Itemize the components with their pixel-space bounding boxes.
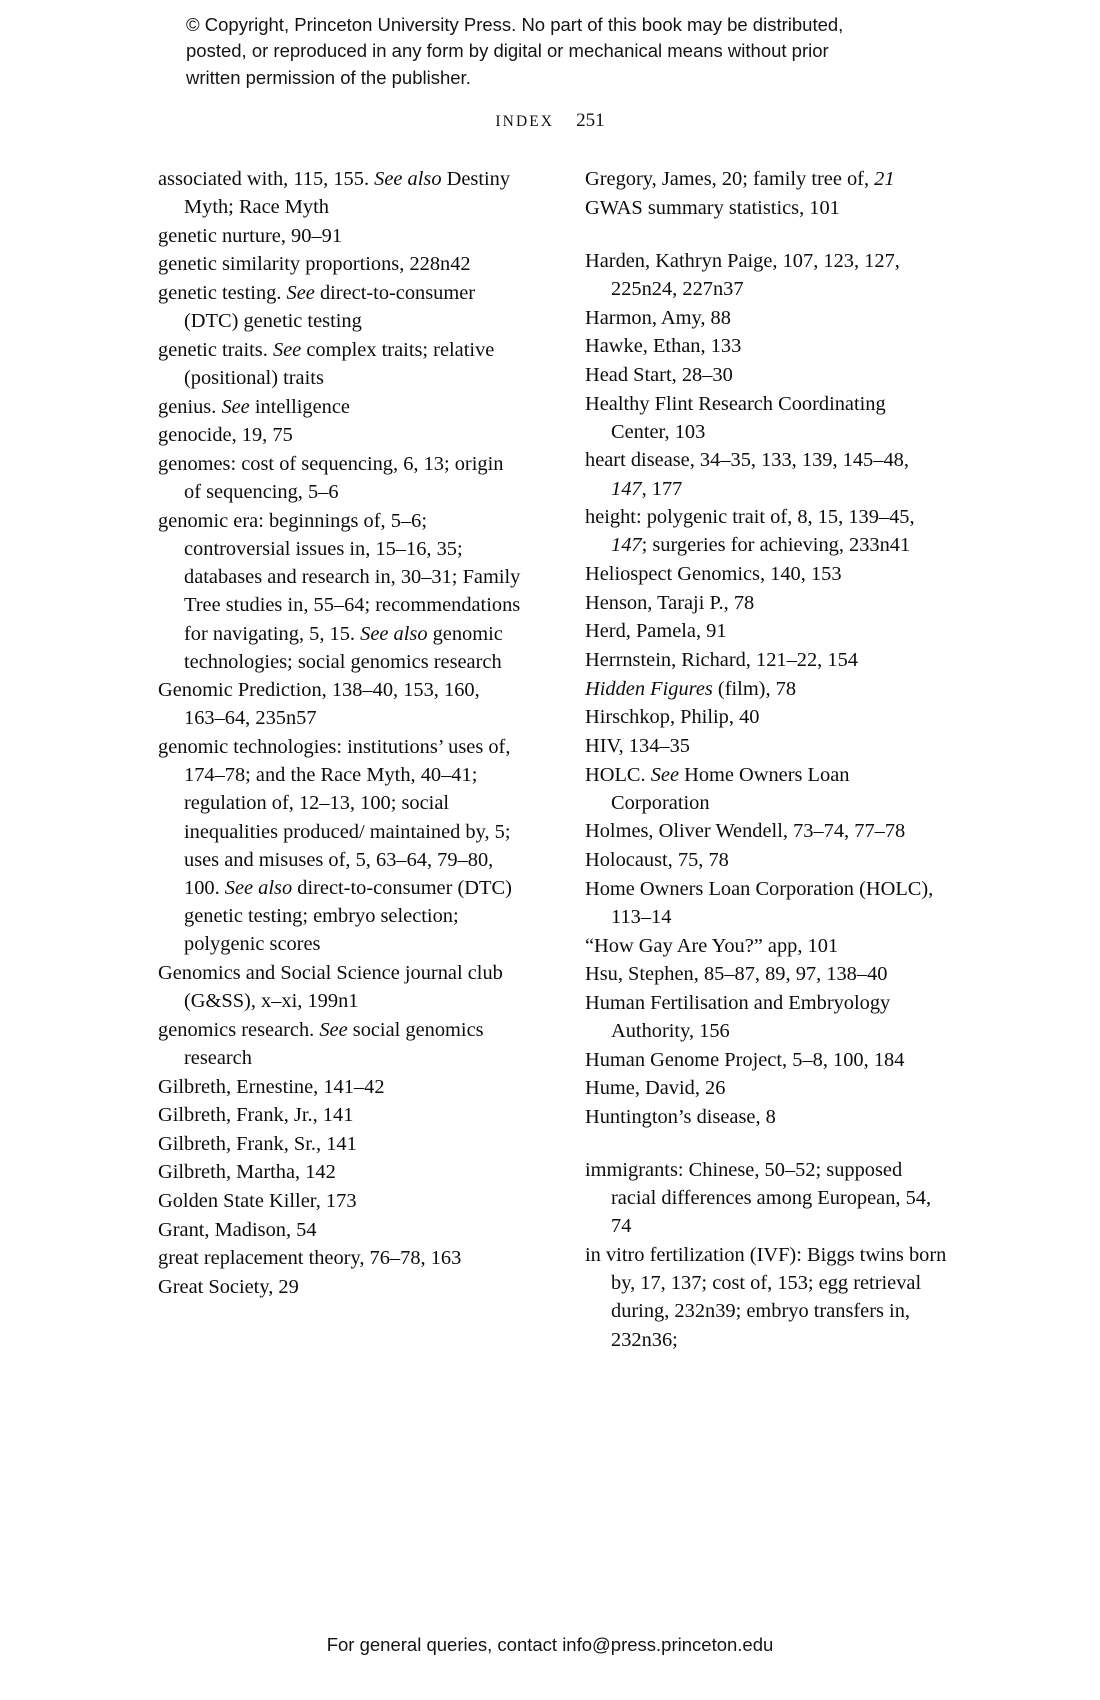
index-entry: genomic era: beginnings of, 5–6; controversial issues in, 15–16, 35; databases and research in, 30–31; Family Tree studies in, 55–64; recommendations for navigating, 5, 15. See also genomic technologies; social genomics research xyxy=(158,509,521,673)
index-entry: Hawke, Ethan, 133 xyxy=(585,335,742,358)
index-entry: Grant, Madison, 54 xyxy=(158,1218,317,1241)
index-entry: Head Start, 28–30 xyxy=(585,363,733,386)
index-entry: Hume, David, 26 xyxy=(585,1077,726,1100)
index-entry: associated with, 115, 155. See also Destiny Myth; Race Myth xyxy=(158,168,511,219)
index-entry: in vitro fertilization (IVF): Biggs twins born by, 17, 137; cost of, 153; egg retrieval during, 232n39; embryo transfers in, 232n36; xyxy=(585,1244,947,1351)
index-entry: Hidden Figures (film), 78 xyxy=(585,677,797,700)
index-entry: Healthy Flint Research Coordinating Center, 103 xyxy=(585,392,886,443)
index-entry: heart disease, 34–35, 133, 139, 145–48, 147, 177 xyxy=(585,449,909,500)
index-entry: genomes: cost of sequencing, 6, 13; origin of sequencing, 5–6 xyxy=(158,453,504,504)
index-column-left xyxy=(158,165,521,1302)
index-entry: Genomics and Social Science journal club (G&SS), x–xi, 199n1 xyxy=(158,961,503,1013)
index-entry: genetic testing. See direct-to-consumer (DTC) genetic testing xyxy=(158,282,476,333)
index-entry: HOLC. See Home Owners Loan Corporation xyxy=(585,763,850,814)
running-head xyxy=(0,110,1100,132)
index-entry: Holocaust, 75, 78 xyxy=(585,849,729,872)
index-entry: Human Fertilisation and Embryology Authority, 156 xyxy=(585,991,891,1043)
index-entry: Harden, Kathryn Paige, 107, 123, 127, 225n24, 227n37 xyxy=(585,249,900,300)
index-entry: Golden State Killer, 173 xyxy=(158,1190,357,1213)
index-entry: genius. See intelligence xyxy=(158,395,350,418)
index-entry: Herd, Pamela, 91 xyxy=(585,620,727,643)
index-entry: Gilbreth, Frank, Sr., 141 xyxy=(158,1132,357,1155)
index-entry: height: polygenic trait of, 8, 15, 139–45, 147; surgeries for achieving, 233n41 xyxy=(585,506,915,557)
index-entry: great replacement theory, 76–78, 163 xyxy=(158,1247,462,1270)
index-entry: HIV, 134–35 xyxy=(585,734,690,757)
index-entry: genomic technologies: institutions’ uses of, 174–78; and the Race Myth, 40–41; regulation of, 12–13, 100; social inequalities produced/ maintained by, 5; uses and misuses of, 5, 63–64, 79–80, 100. See also direct-to-consumer (DTC) genetic testing; embryo selection; polygenic scores xyxy=(158,736,512,956)
index-entry: genetic nurture, 90–91 xyxy=(158,224,343,247)
index-entry: GWAS summary statistics, 101 xyxy=(585,196,840,219)
footer-notice: For general queries, contact info@press.princeton.edu xyxy=(326,1634,774,1655)
index-entry: Gilbreth, Ernestine, 141–42 xyxy=(158,1075,385,1098)
index-entry: Holmes, Oliver Wendell, 73–74, 77–78 xyxy=(585,820,906,843)
index-entry: Human Genome Project, 5–8, 100, 184 xyxy=(585,1048,905,1071)
index-entry: genetic traits. See complex traits; relative (positional) traits xyxy=(158,338,495,390)
index-column-right xyxy=(585,165,948,1354)
index-columns xyxy=(158,165,948,1354)
index-entry: Hsu, Stephen, 85–87, 89, 97, 138–40 xyxy=(585,963,888,986)
index-entry: Gilbreth, Frank, Jr., 141 xyxy=(158,1104,354,1127)
index-entry: Huntington’s disease, 8 xyxy=(585,1106,776,1128)
copyright-notice: © Copyright, Princeton University Press. No part of this book may be distributed, posted, or reproduced in any form by digital or mechanical means without prior written permission of the publisher. xyxy=(186,14,844,88)
index-entry: Gilbreth, Martha, 142 xyxy=(158,1161,336,1184)
index-entry: genetic similarity proportions, 228n42 xyxy=(158,253,471,276)
index-entry: genocide, 19, 75 xyxy=(158,424,293,447)
index-entry: Gregory, James, 20; family tree of, 21 xyxy=(585,168,895,190)
index-entry: Herrnstein, Richard, 121–22, 154 xyxy=(585,649,858,671)
index-entry: Harmon, Amy, 88 xyxy=(585,306,731,329)
index-entry: Home Owners Loan Corporation (HOLC), 113–14 xyxy=(585,877,934,928)
index-entry: Genomic Prediction, 138–40, 153, 160, 163–64, 235n57 xyxy=(158,679,480,730)
index-entry: Great Society, 29 xyxy=(158,1276,299,1299)
running-head-label: INDEX xyxy=(495,113,555,130)
index-entry: “How Gay Are You?” app, 101 xyxy=(585,934,839,957)
index-entry: immigrants: Chinese, 50–52; supposed racial differences among European, 54, 74 xyxy=(585,1159,932,1238)
index-entry: Henson, Taraji P., 78 xyxy=(585,591,755,614)
page-number: 251 xyxy=(576,110,605,131)
index-entry: Hirschkop, Philip, 40 xyxy=(585,706,760,729)
index-entry: genomics research. See social genomics research xyxy=(158,1018,484,1069)
index-entry: Heliospect Genomics, 140, 153 xyxy=(585,563,842,586)
